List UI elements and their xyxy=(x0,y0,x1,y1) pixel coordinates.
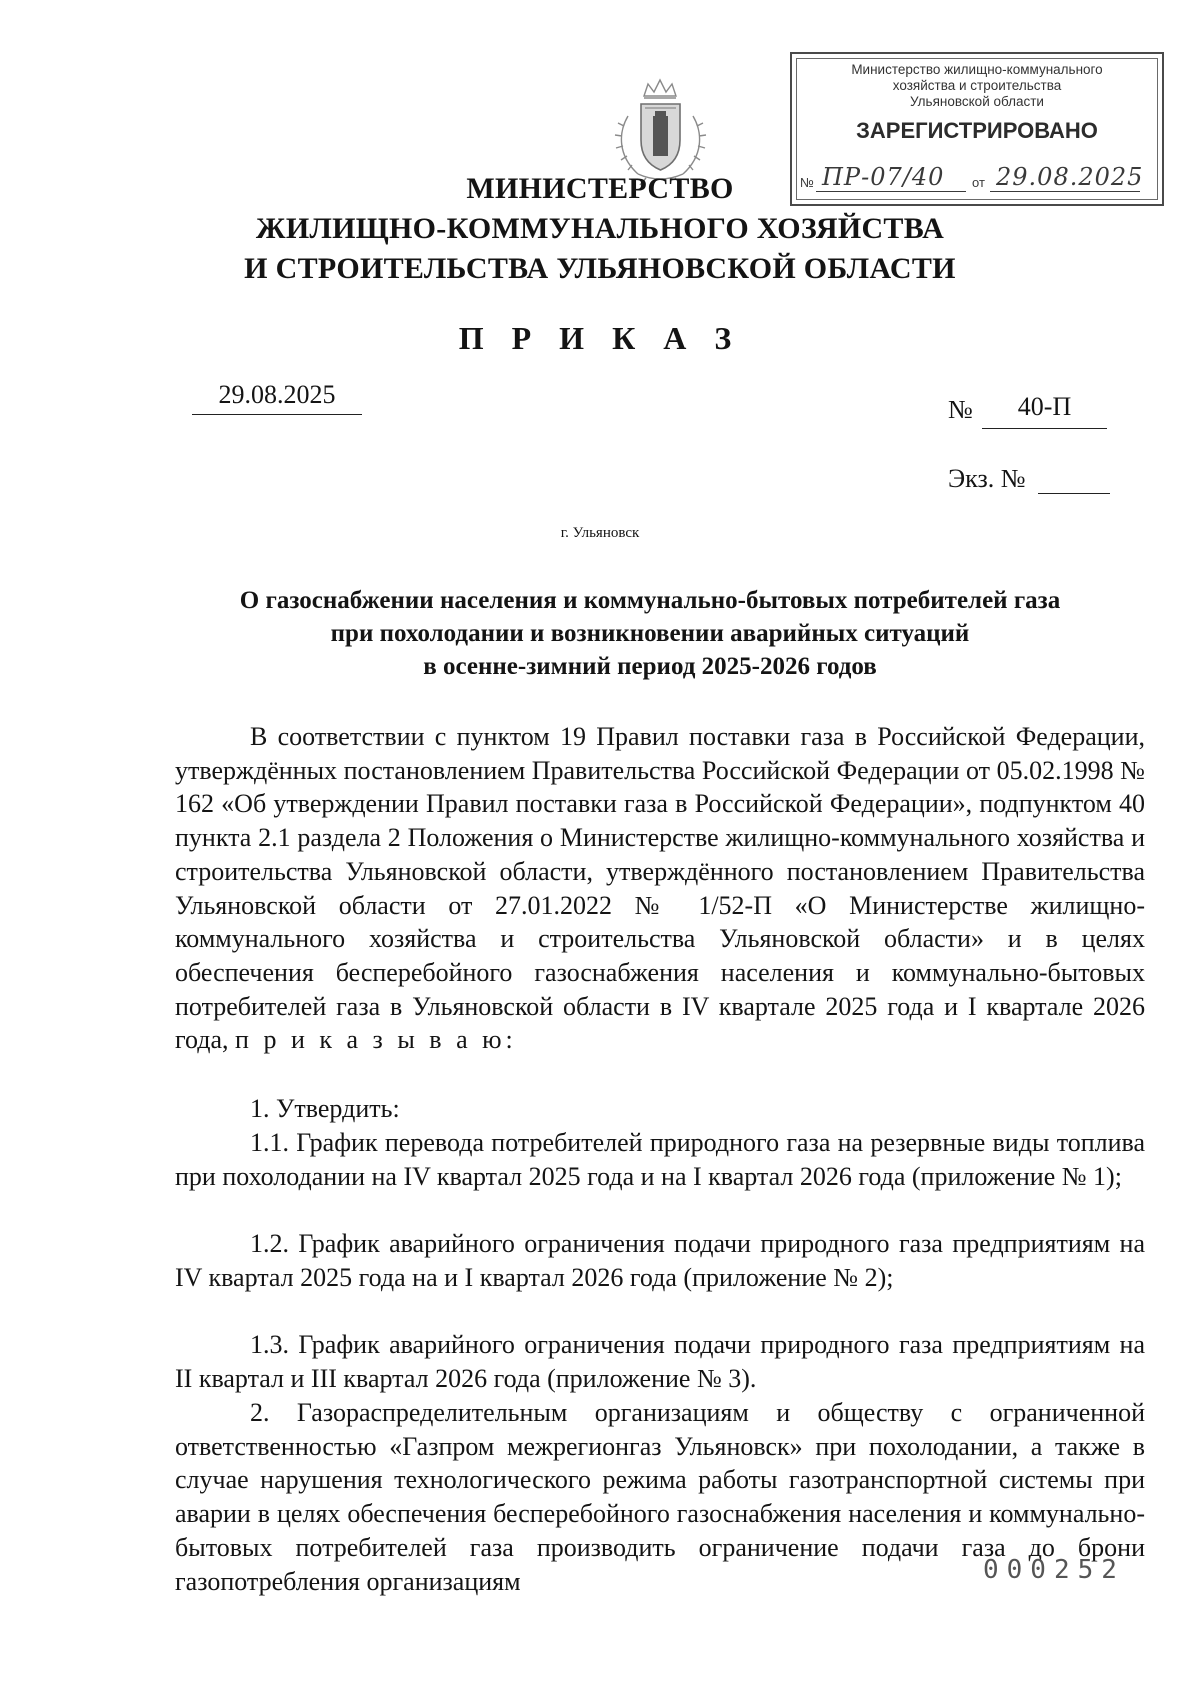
copy-number-label: Экз. № xyxy=(948,464,1026,493)
order-subject xyxy=(170,584,1130,683)
order-title: П Р И К А З xyxy=(458,320,742,356)
intro-text: В соответствии с пунктом 19 Правил поставки газа в Российской Федерации, утверждённых постановлением Правительства Российской Федерации от 05.02.1998 № 162 «Об утверждении Правил поставки газа в Российской Федерации», подпунктом 40 пункта 2.1 раздела 2 Положения о Министерстве жилищно-коммунального хозяйства и строительства Ульяновской области, утверждённого постановлением Правительства Ульяновской области от 27.01.2022 № 1/52-П «О Министерстве жилищно-коммунального хозяйства и строительства Ульяновской области» и в целях обеспечения бесперебойного газоснабжения населения и коммунально-бытовых потребителей газа в Ульяновской области в IV квартале 2025 года и I квартале 2026 года, xyxy=(175,722,1145,1055)
item-2: 2. Газораспределительным организациям и обществу с ограниченной ответственностью «Газпром межрегионгаз Ульяновск» при похолодании, а также в случае нарушения технологического режима работы газотранспортной системы при аварии в целях обеспечения бесперебойного газоснабжения населения и коммунально-бытовых потребителей газа производить ограничение подачи газа до брони газопотребления организациям xyxy=(175,1398,1145,1596)
subject-line-3: в осенне-зимний период 2025-2026 годов xyxy=(423,653,877,680)
stamp-line-1: Министерство жилищно-коммунального xyxy=(851,62,1103,77)
item-1-3: 1.3. График аварийного ограничения подачи природного газа предприятиям на II квартал и III квартал 2026 года (приложение № 3). xyxy=(175,1330,1145,1393)
stamp-reg-number: ПР-07/40 xyxy=(822,163,945,191)
order-date: 29.08.2025 xyxy=(192,380,362,415)
subject-line-2: при похолодании и возникновении аварийных ситуаций xyxy=(330,620,970,647)
ministry-title-line-1: МИНИСТЕРСТВО xyxy=(466,172,734,205)
stamp-date-label: от xyxy=(972,175,985,190)
ministry-title-line-3: И СТРОИТЕЛЬСТВА УЛЬЯНОВСКОЙ ОБЛАСТИ xyxy=(244,252,956,285)
stamp-line-3: Ульяновской области xyxy=(910,94,1044,109)
intro-paragraph xyxy=(175,720,1145,1057)
order-number-label: № xyxy=(948,395,973,424)
stamp-line-2: хозяйства и строительства xyxy=(892,78,1062,93)
copy-number-blank xyxy=(1038,493,1110,494)
city: г. Ульяновск xyxy=(560,525,640,541)
item-1-2: 1.2. График аварийного ограничения подачи природного газа предприятиям на IV квартал 2025 года на и I квартал 2026 года (приложение № 2); xyxy=(175,1229,1145,1292)
stamp-title: ЗАРЕГИСТРИРОВАНО xyxy=(856,118,1098,143)
stamp-reg-date: 29.08.2025 xyxy=(996,163,1144,191)
ministry-title-line-2: ЖИЛИЩНО-КОММУНАЛЬНОГО ХОЗЯЙСТВА xyxy=(255,212,945,245)
decree-word: п р и к а з ы в а ю: xyxy=(235,1025,517,1055)
subject-line-1: О газоснабжении населения и коммунально-бытовых потребителей газа xyxy=(239,587,1061,614)
item-1: 1. Утвердить: xyxy=(250,1094,400,1123)
order-number: 40-П xyxy=(982,392,1107,429)
sheet-number: 000252 xyxy=(983,1555,1125,1585)
item-1-1: 1.1. График перевода потребителей природного газа на резервные виды топлива при похолодании на IV квартал 2025 года и на I квартал 2026 года (приложение № 1); xyxy=(175,1128,1145,1191)
stamp-number-label: № xyxy=(800,175,814,190)
